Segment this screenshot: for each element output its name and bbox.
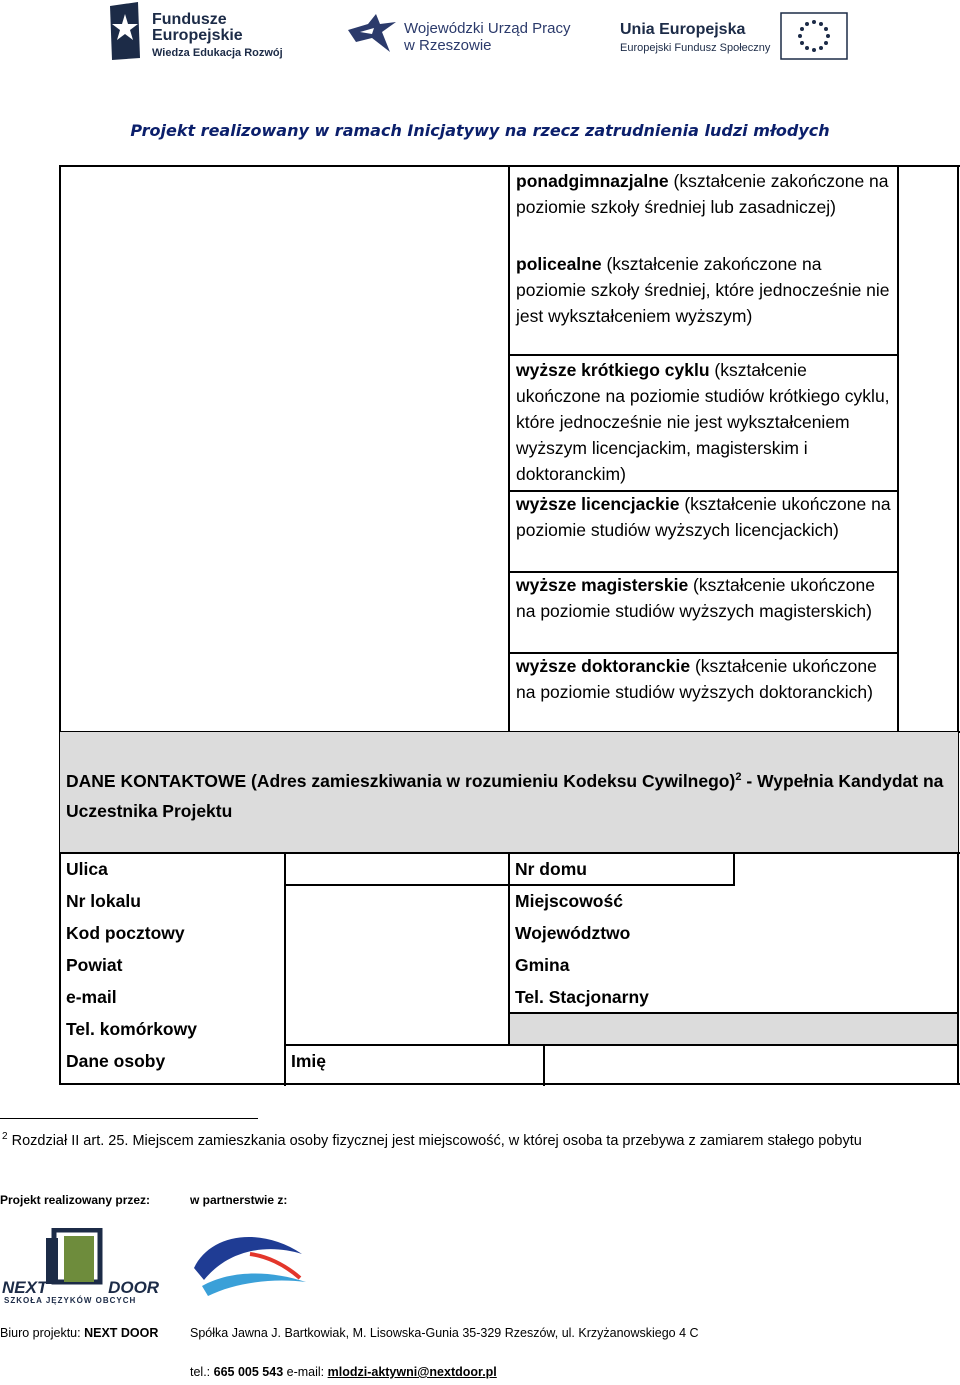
label-nr-lokalu: Nr lokalu <box>66 891 141 911</box>
label-dane-osoby: Dane osoby <box>66 1051 166 1071</box>
next-door-word1: NEXT <box>2 1278 48 1297</box>
email-link[interactable]: mlodzi-aktywni@nextdoor.pl <box>327 1365 497 1379</box>
office-label: Biuro projektu: <box>0 1326 81 1340</box>
tel-value: 665 005 543 <box>213 1365 284 1379</box>
education-option-magisterskie <box>516 572 896 624</box>
ue-subtitle: Europejski Fundusz Społeczny <box>620 42 771 54</box>
wup-bird-icon <box>346 12 398 56</box>
footnote-number: 2 <box>2 1131 8 1142</box>
education-option-desc: (kształcenie zakończone na poziomie szkoły średniej lub zasadniczej) <box>516 171 889 217</box>
education-option-title: ponadgimnazjalne <box>516 171 669 191</box>
eu-flag-icon <box>780 12 848 60</box>
logo-next-door <box>2 1228 162 1308</box>
next-door-word2: DOOR <box>108 1278 160 1297</box>
next-door-subtitle: SZKOŁA JĘZYKÓW OBCYCH <box>4 1296 137 1305</box>
education-option-title: policealne <box>516 254 602 274</box>
label-kod-pocztowy: Kod pocztowy <box>66 923 185 943</box>
education-option-desc: (kształcenie ukończone na poziomie studiów wyższych magisterskich) <box>516 575 875 621</box>
contact-section-title <box>66 762 946 826</box>
fe-title-line1: Fundusze <box>152 11 227 28</box>
education-option-krotkiego-cyklu <box>516 357 896 487</box>
label-tel-stacjonarny: Tel. Stacjonarny <box>515 987 649 1007</box>
education-option-desc: (kształcenie ukończone na poziomie studiów wyższych licencjackich) <box>516 494 891 540</box>
office-name: NEXT DOOR <box>84 1326 159 1340</box>
footnote-separator <box>0 1118 258 1119</box>
fundusze-star-icon <box>108 2 142 60</box>
label-nr-domu: Nr domu <box>515 859 587 879</box>
label-email: e-mail <box>66 987 117 1007</box>
label-wojewodztwo: Województwo <box>515 923 631 943</box>
education-option-title: wyższe magisterskie <box>516 575 689 595</box>
footer-office-line <box>0 1326 158 1340</box>
fe-subtitle: Wiedza Edukacja Rozwój <box>152 47 283 59</box>
project-tagline: Projekt realizowany w ramach Inicjatywy na rzecz zatrudnienia ludzi młodych <box>130 121 830 140</box>
stowarzyszenie-wave-icon <box>190 1226 310 1306</box>
field-imie[interactable] <box>545 1046 957 1083</box>
footer-partnership: w partnerstwie z: <box>190 1193 288 1207</box>
education-option-title: wyższe licencjackie <box>516 494 680 514</box>
education-option-policealne <box>516 251 896 329</box>
tel-label: tel.: <box>190 1365 211 1379</box>
footnote-ref: 2 <box>735 771 742 783</box>
wup-line1: Wojewódzki Urząd Pracy <box>404 20 571 37</box>
education-option-title: wyższe krótkiego cyklu <box>516 360 710 380</box>
education-option-title: wyższe doktoranckie <box>516 656 691 676</box>
email-label: e-mail: <box>283 1365 325 1379</box>
ue-title: Unia Europejska <box>620 21 746 38</box>
logo-unia-europejska <box>620 12 850 62</box>
logo-stowarzyszenie <box>190 1226 310 1306</box>
label-miejscowosc: Miejscowość <box>515 891 623 911</box>
office-address: Spółka Jawna J. Bartkowiak, M. Lisowska-Gunia 35-329 Rzeszów, ul. Krzyżanowskiego 4 C <box>190 1326 699 1340</box>
education-option-licencjackie <box>516 491 896 543</box>
education-option-desc: (kształcenie ukończone na poziomie studiów krótkiego cyklu, które jednocześnie nie jest wykształceniem wyższym licencjackim, magisterskim i doktoranckim) <box>516 360 890 484</box>
contact-title-main: DANE KONTAKTOWE (Adres zamieszkiwania w rozumieniu Kodeksu Cywilnego) <box>66 770 736 791</box>
field-ulica[interactable] <box>286 854 508 884</box>
fe-title-line2: Europejskie <box>152 27 243 44</box>
label-tel-komorkowy: Tel. komórkowy <box>66 1019 197 1039</box>
label-powiat: Powiat <box>66 955 123 975</box>
footer-realized-by: Projekt realizowany przez: <box>0 1193 151 1207</box>
footnote <box>2 1128 960 1150</box>
label-gmina: Gmina <box>515 955 570 975</box>
education-option-desc: (kształcenie ukończone na poziomie studiów wyższych doktoranckich) <box>516 656 877 702</box>
footnote-text: Rozdział II art. 25. Miejscem zamieszkania osoby fizycznej jest miejscowość, w której osoba ta przebywa z zamiarem stałego pobytu <box>7 1132 862 1149</box>
field-nr-domu[interactable] <box>735 854 957 884</box>
logo-fundusze-europejskie <box>108 2 288 62</box>
logo-wup-rzeszow <box>346 12 576 56</box>
label-ulica: Ulica <box>66 859 108 879</box>
education-option-desc: (kształcenie zakończone na poziomie szkoły średniej, które jednocześnie nie jest wykształceniem wyższym) <box>516 254 890 326</box>
education-option-doktoranckie <box>516 653 896 705</box>
footer-contact-line <box>190 1365 497 1379</box>
wup-line2: w Rzeszowie <box>404 37 492 54</box>
contact-title-tail: - Wypełnia Kandydat na Uczestnika Projektu <box>66 770 944 821</box>
label-imie: Imię <box>291 1051 327 1071</box>
education-option-ponadgimnazjalne <box>516 168 896 220</box>
